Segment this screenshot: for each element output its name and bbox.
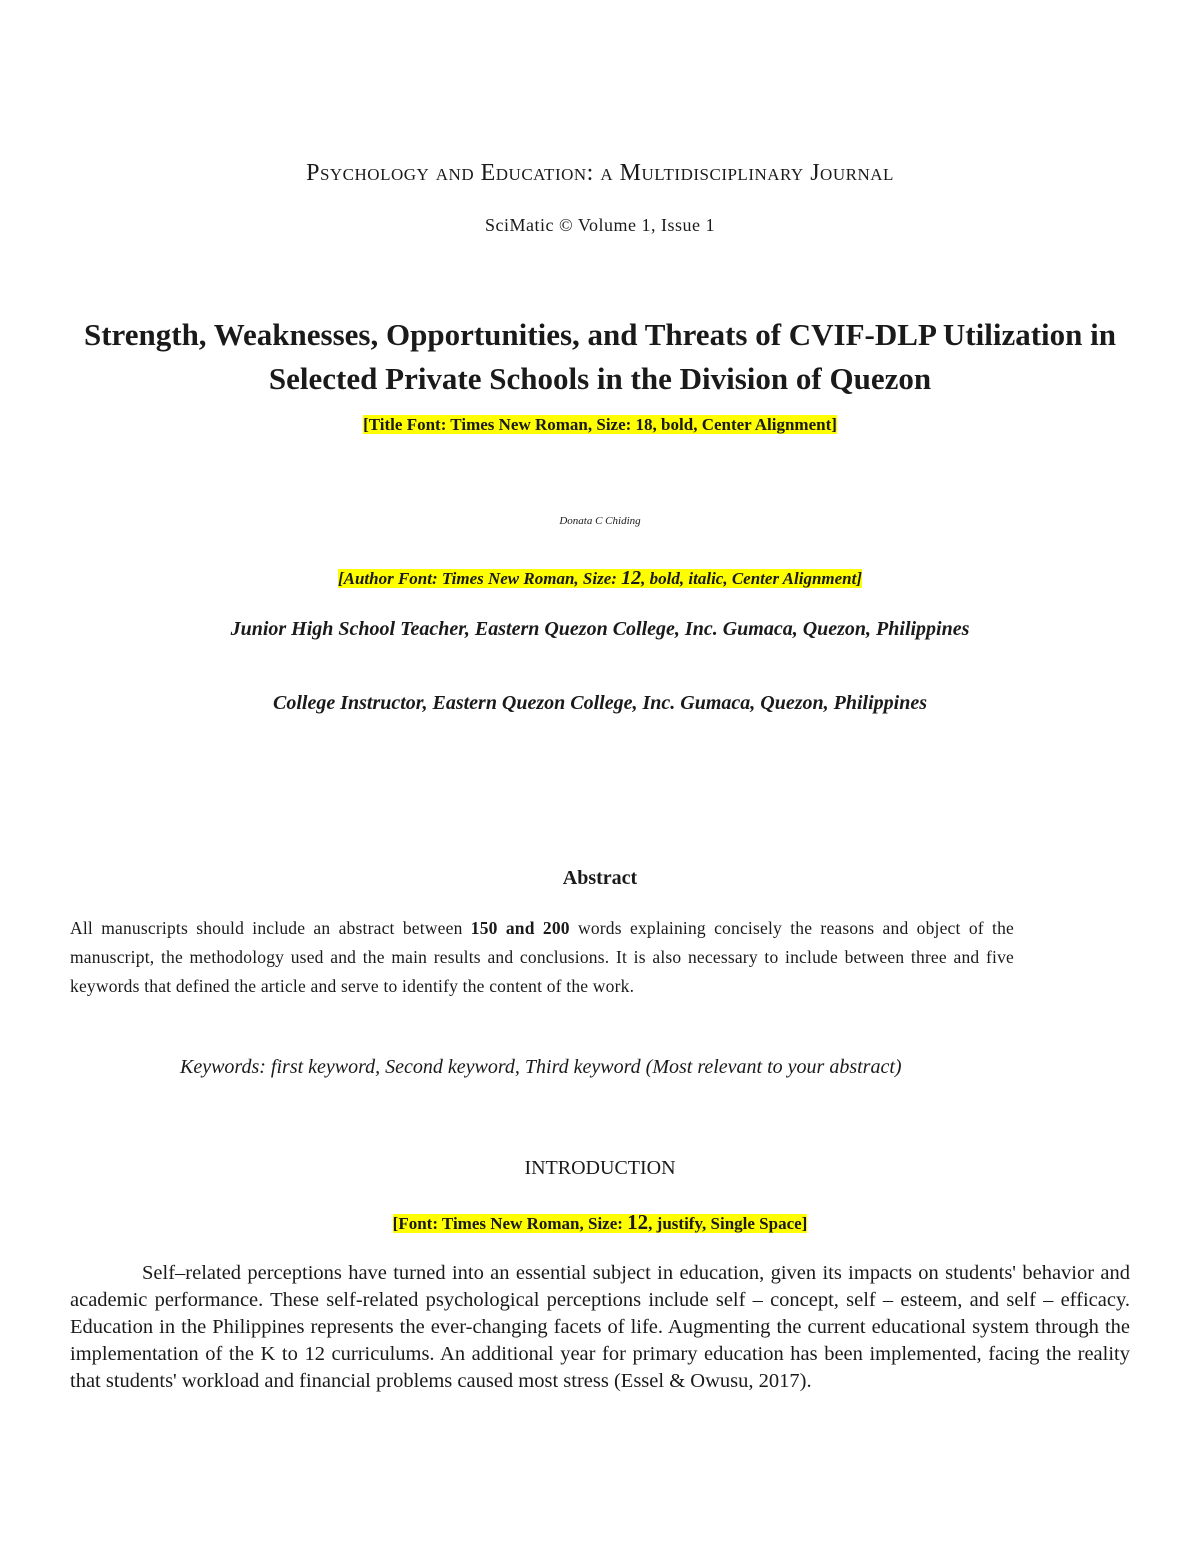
abstract-text-end: words explaining concisely the reasons and object of the manuscript, the methodology used and the main results and conclusions. It is also necessary to include between three and five keywords that defined the article and serve to identify the content of the work.: [70, 918, 1015, 996]
introduction-format-note: [0, 1210, 1200, 1235]
introduction-heading: INTRODUCTION: [524, 1157, 676, 1179]
abstract-word-range: 150 and 200: [470, 918, 570, 938]
journal-title: Psychology and Education: a Multidisciplinary Journal: [306, 160, 894, 186]
affiliation-2: College Instructor, Eastern Quezon College, Inc. Gumaca, Quezon, Philippines: [273, 692, 927, 714]
keywords-line: Keywords: first keyword, Second keyword, Third keyword (Most relevant to your abstract): [180, 1056, 902, 1078]
intro-note-prefix: [Font: Times New Roman, Size:: [392, 1214, 628, 1233]
title-format-note: [0, 415, 1200, 435]
intro-note-size: 12: [627, 1210, 649, 1234]
author-note-suffix: , bold, italic, Center Alignment]: [641, 569, 863, 588]
introduction-format-note-text: [392, 1210, 808, 1234]
volume-line: SciMatic © Volume 1, Issue 1: [485, 215, 715, 235]
author-note-size: 12: [621, 567, 642, 589]
paper-title: Strength, Weaknesses, Opportunities, and Threats of CVIF-DLP Utilization in Selected Private Schools in the Division of Quezon: [83, 317, 1117, 396]
intro-note-suffix: , justify, Single Space]: [648, 1214, 808, 1233]
author-format-note-text: [338, 569, 862, 588]
abstract-text: [70, 914, 1014, 1001]
title-format-note-text: [Title Font: Times New Roman, Size: 18, bold, Center Alignment]: [363, 415, 837, 434]
author-name: Donata C Chiding: [559, 515, 641, 527]
author-format-note: [0, 567, 1200, 590]
abstract-heading: Abstract: [562, 867, 638, 889]
affiliation-1: Junior High School Teacher, Eastern Quezon College, Inc. Gumaca, Quezon, Philippines: [230, 618, 970, 640]
abstract-text-start: All manuscripts should include an abstract between: [70, 918, 471, 938]
introduction-paragraph-text: Self–related perceptions have turned into an essential subject in education, given its impacts on students' behavior and academic performance. These self-related psychological perceptions include self – concept, self – esteem, and self – efficacy. Education in the Philippines represents the ever-changing facets of life. Augmenting the current educational system through the implementation of the K to 12 curriculums. An additional year for primary education has been implemented, facing the reality that students' workload and financial problems caused most stress (Essel & Owusu, 2017).: [70, 1262, 1130, 1392]
introduction-paragraph: [70, 1260, 1130, 1395]
author-note-prefix: [Author Font: Times New Roman, Size:: [337, 569, 622, 588]
